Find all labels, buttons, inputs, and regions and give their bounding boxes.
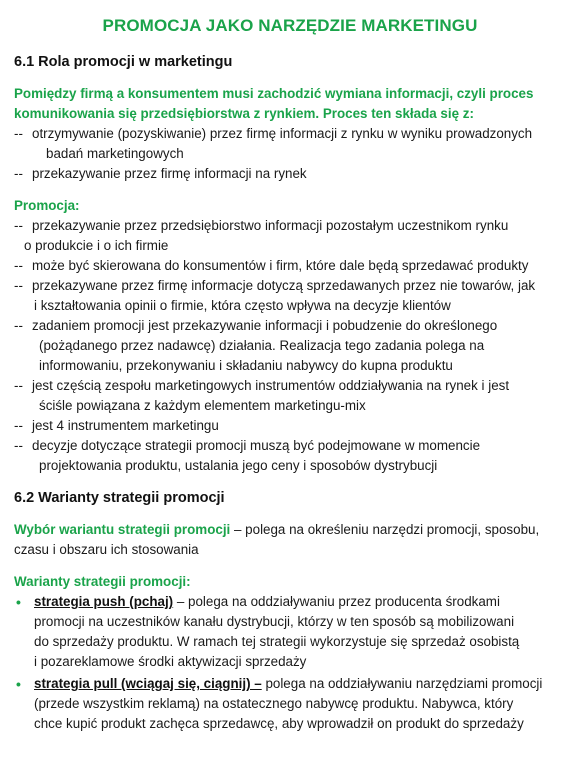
- list-item: [14, 316, 566, 376]
- document-title: PROMOCJA JAKO NARZĘDZIE MARKETINGU: [102, 16, 478, 35]
- promotion-list: [14, 216, 566, 476]
- promotion-block: [14, 196, 566, 476]
- bullet-marker: •: [16, 594, 21, 610]
- list-item-line: jest częścią zespołu marketingowych instrumentów oddziaływania na rynek i jest: [32, 378, 510, 393]
- variants-block: [14, 572, 566, 734]
- list-item: [14, 124, 566, 164]
- list-item-line: zadaniem promocji jest przekazywanie informacji i pobudzenie do określonego: [32, 318, 498, 333]
- variant-line: (przede wszystkim reklamą) na ostatecznego nabywcę produktu. Nabywca, który: [34, 696, 514, 711]
- choice-definition: – polega na określeniu narzędzi promocji, sposobu,: [230, 522, 540, 537]
- section-heading-6-1: 6.1 Rola promocji w marketingu: [14, 54, 233, 70]
- list-item-line: przekazywanie przez przedsiębiorstwo informacji pozostałym uczestnikom rynku: [32, 218, 509, 233]
- dash-marker: --: [14, 418, 23, 433]
- list-item: [14, 436, 566, 476]
- list-item: [14, 216, 566, 256]
- variant-line: do sprzedaży produktu. W ramach tej strategii wykorzystuje się sprzedaż osobistą: [34, 634, 520, 649]
- dash-marker: --: [14, 318, 23, 333]
- dash-marker: --: [14, 218, 23, 233]
- list-item-line: może być skierowana do konsumentów i firm, które dale będą sprzedawać produkty: [32, 258, 529, 273]
- list-item: [14, 256, 566, 276]
- section-heading-6-2: 6.2 Warianty strategii promocji: [14, 490, 225, 506]
- bullet-marker: •: [16, 676, 21, 692]
- process-list: [14, 124, 566, 184]
- choice-paragraph: [14, 520, 566, 560]
- list-item: [14, 276, 566, 316]
- variants-list: [14, 592, 566, 734]
- intro-line-2: komunikowania się przedsiębiorstwa z rynkiem. Proces ten składa się z:: [14, 106, 474, 121]
- dash-marker: --: [14, 438, 23, 453]
- list-item-line: i kształtowania opinii o firmie, która często wpływa na decyzje klientów: [34, 298, 451, 313]
- variant-definition: – polega na oddziaływaniu przez producenta środkami: [173, 594, 500, 609]
- list-item-line: projektowania produktu, ustalania jego ceny i sposobów dystrybucji: [39, 458, 438, 473]
- variants-label: Warianty strategii promocji:: [14, 574, 191, 589]
- dash-marker: --: [14, 126, 23, 141]
- list-item: [14, 164, 566, 184]
- list-item-line: przekazywanie przez firmę informacji na rynek: [32, 166, 307, 181]
- list-item: [14, 376, 566, 416]
- list-item-line: jest 4 instrumentem marketingu: [32, 418, 219, 433]
- choice-term: Wybór wariantu strategii promocji: [14, 522, 231, 537]
- choice-line-1: [14, 520, 566, 540]
- list-item-line: o produkcie i o ich firmie: [24, 238, 169, 253]
- dash-marker: --: [14, 378, 23, 393]
- list-item: [14, 592, 566, 672]
- variant-term-pull: strategia pull (wciągaj się, ciągnij) –: [34, 676, 262, 691]
- list-item-line: badań marketingowych: [46, 146, 184, 161]
- variant-line-1: [34, 674, 566, 694]
- intro-paragraph: [14, 84, 566, 184]
- choice-line-2: czasu i obszaru ich stosowania: [14, 542, 199, 557]
- intro-line-1: Pomiędzy firmą a konsumentem musi zachodzić wymiana informacji, czyli proces: [14, 86, 534, 101]
- list-item: [14, 674, 566, 734]
- variant-line-1: [34, 592, 566, 612]
- list-item-line: informowaniu, przekonywaniu i składaniu nabywcy do kupna produktu: [39, 358, 453, 373]
- variant-term-push: strategia push (pchaj): [34, 594, 174, 609]
- list-item-line: ściśle powiązana z każdym elementem marketingu-mix: [39, 398, 366, 413]
- list-item-line: (pożądanego przez nadawcę) działania. Realizacja tego zadania polega na: [39, 338, 485, 353]
- variant-definition: polega na oddziaływaniu narzędziami promocji: [261, 676, 543, 691]
- list-item-line: decyzje dotyczące strategii promocji muszą być podejmowane w momencie: [32, 438, 481, 453]
- list-item-line: otrzymywanie (pozyskiwanie) przez firmę informacji z rynku w wyniku prowadzonych: [32, 126, 533, 141]
- variant-line: chce kupić produkt zachęca sprzedawcę, aby wprowadził on produkt do sprzedaży: [34, 716, 524, 731]
- variant-line: promocji na uczestników kanału dystrybucji, którzy w ten sposób są mobilizowani: [34, 614, 515, 629]
- dash-marker: --: [14, 166, 23, 181]
- variant-line: i pozareklamowe środki aktywizacji sprzedaży: [34, 654, 307, 669]
- list-item-line: przekazywane przez firmę informacje dotyczą sprzedawanych przez nie towarów, jak: [32, 278, 536, 293]
- dash-marker: --: [14, 258, 23, 273]
- dash-marker: --: [14, 278, 23, 293]
- list-item: [14, 416, 566, 436]
- promotion-label: Promocja:: [14, 198, 80, 213]
